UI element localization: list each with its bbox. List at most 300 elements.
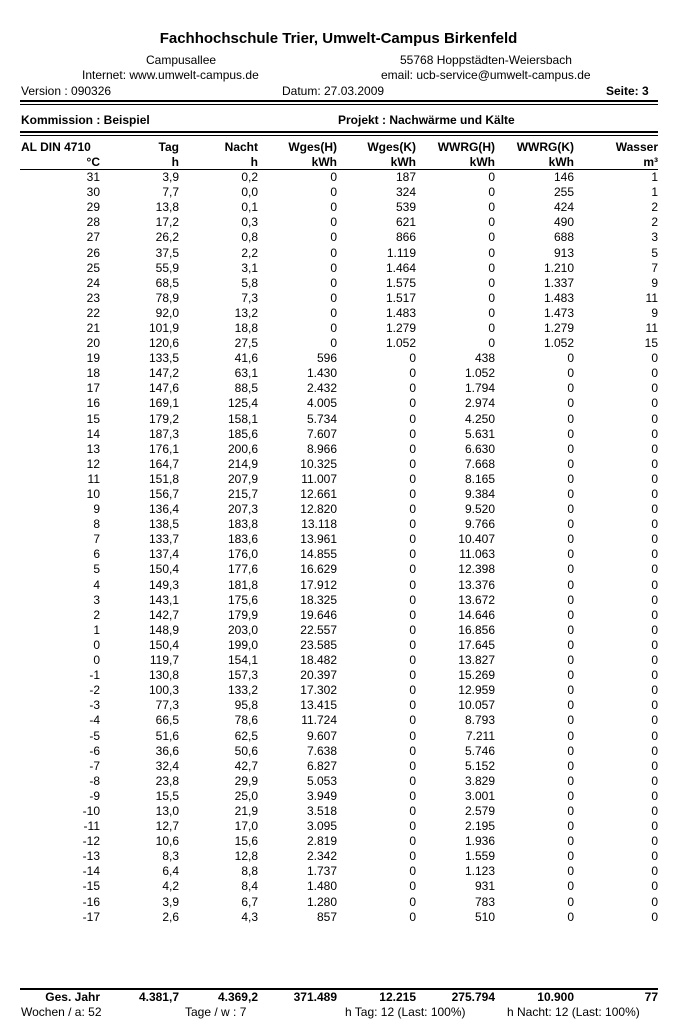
cell-tag: 26,2 [155,230,179,245]
cell-wwrg-h: 16.856 [458,622,495,637]
table-row [20,683,658,698]
table-row [20,396,658,411]
cell-wges-h: 13.118 [301,517,337,532]
cell-wges-k: 0 [409,592,416,607]
cell-wwrg-h: 5.746 [464,743,495,758]
cell-nacht: 179,9 [227,607,258,622]
table-row [20,306,658,321]
cell-temperature: -12 [82,834,100,849]
cell-wasser: 11 [645,320,658,335]
cell-nacht: 133,2 [227,683,258,698]
cell-wwrg-h: 10.407 [458,532,495,547]
cell-wges-k: 0 [409,728,416,743]
cell-wwrg-h: 12.398 [458,562,495,577]
cell-wges-k: 0 [409,562,416,577]
cell-wwrg-k: 0 [567,713,574,728]
cell-tag: 51,6 [155,728,179,743]
cell-tag: 17,2 [155,215,179,230]
cell-wwrg-h: 4.250 [464,411,495,426]
cell-wasser: 0 [651,471,658,486]
cell-wasser: 0 [651,713,658,728]
cell-temperature: -10 [82,803,100,818]
cell-wwrg-k: 1.052 [543,336,574,351]
cell-temperature: 9 [93,502,100,517]
cell-wges-h: 9.607 [306,728,337,743]
cell-temperature: -6 [89,743,100,758]
col-header-wges-k: Wges(K) [367,140,416,154]
cell-wwrg-k: 0 [567,351,574,366]
cell-wges-k: 0 [409,426,416,441]
cell-nacht: 25,0 [234,788,258,803]
cell-wges-k: 0 [409,351,416,366]
cell-wges-k: 0 [409,773,416,788]
cell-tag: 4,2 [162,879,179,894]
cell-wwrg-h: 1.559 [464,849,495,864]
cell-wwrg-k: 1.483 [543,290,574,305]
cell-wwrg-k: 0 [567,381,574,396]
cell-tag: 6,4 [162,864,179,879]
cell-tag: 13,0 [155,803,179,818]
cell-wwrg-k: 0 [567,577,574,592]
cell-wwrg-k: 1.210 [543,260,574,275]
cell-wwrg-h: 13.376 [458,577,495,592]
col-unit-wwrg-h: kWh [469,155,495,169]
cell-wasser: 0 [651,577,658,592]
cell-tag: 78,9 [155,290,179,305]
cell-wges-k: 1.279 [385,320,416,335]
table-row [20,321,658,336]
cell-nacht: 125,4 [227,396,258,411]
cell-tag: 147,2 [148,366,179,381]
cell-wwrg-k: 0 [567,502,574,517]
cell-wasser: 2 [651,200,658,215]
cell-wasser: 0 [651,683,658,698]
totals-tag: 4.381,7 [138,990,179,1004]
cell-wwrg-h: 0 [488,185,495,200]
cell-nacht: 4,3 [241,909,258,924]
cell-wwrg-h: 12.959 [458,683,495,698]
cell-wwrg-k: 0 [567,653,574,668]
cell-wges-h: 22.557 [300,622,337,637]
cell-tag: 15,5 [155,788,179,803]
cell-wges-h: 857 [316,909,337,924]
cell-tag: 130,8 [148,668,179,683]
table-row [20,623,658,638]
table-row [20,879,658,894]
cell-wges-k: 0 [409,894,416,909]
table-row [20,668,658,683]
cell-wasser: 0 [651,743,658,758]
cell-tag: 179,2 [148,411,179,426]
cell-wasser: 0 [651,607,658,622]
cell-nacht: 183,6 [227,532,258,547]
cell-tag: 68,5 [155,275,179,290]
totals-wasser: 77 [644,990,658,1004]
cell-temperature: 5 [93,562,100,577]
cell-nacht: 207,3 [227,502,258,517]
cell-nacht: 0,8 [241,230,258,245]
cell-wwrg-k: 0 [567,864,574,879]
cell-wges-h: 13.415 [300,698,337,713]
cell-wasser: 0 [651,803,658,818]
cell-wges-h: 596 [316,351,337,366]
cell-wwrg-k: 0 [567,728,574,743]
totals-nacht: 4.369,2 [217,990,258,1004]
table-row [20,457,658,472]
table-row [20,412,658,427]
cell-temperature: 23 [86,290,100,305]
cell-wges-h: 5.053 [306,773,337,788]
data-table [20,170,658,925]
cell-nacht: 214,9 [227,456,258,471]
cell-tag: 143,1 [148,592,179,607]
col-header-wasser: Wasser [615,140,658,154]
cell-tag: 149,3 [148,577,179,592]
cell-wwrg-k: 0 [567,456,574,471]
cell-tag: 55,9 [155,260,179,275]
cell-tag: 66,5 [155,713,179,728]
cell-temperature: -13 [82,849,100,864]
report-date: Datum: 27.03.2009 [282,84,385,98]
cell-nacht: 154,1 [227,653,258,668]
cell-wwrg-h: 3.829 [464,773,495,788]
cell-temperature: 24 [86,275,100,290]
cell-nacht: 50,6 [234,743,258,758]
table-row [20,578,658,593]
footer-hnacht: h Nacht: 12 (Last: 100%) [507,1005,640,1019]
cell-tag: 10,6 [155,834,179,849]
cell-wwrg-h: 1.052 [464,366,495,381]
cell-wasser: 9 [651,275,658,290]
cell-wwrg-k: 0 [567,758,574,773]
cell-wwrg-k: 0 [567,487,574,502]
cell-wasser: 0 [651,411,658,426]
cell-tag: 8,3 [162,849,179,864]
cell-wwrg-h: 0 [488,275,495,290]
cell-temperature: -14 [82,864,100,879]
cell-wges-h: 18.482 [300,653,337,668]
cell-wwrg-k: 0 [567,788,574,803]
table-row [20,381,658,396]
table-row [20,245,658,260]
cell-wges-k: 0 [409,668,416,683]
cell-temperature: 3 [93,592,100,607]
cell-tag: 3,9 [162,894,179,909]
cell-temperature: 10 [86,487,100,502]
projekt-label: Projekt : Nachwärme und Kälte [338,113,515,127]
cell-wges-h: 12.661 [300,487,337,502]
cell-tag: 2,6 [162,909,179,924]
cell-tag: 150,4 [148,637,179,652]
cell-nacht: 7,3 [241,290,258,305]
cell-wges-h: 13.961 [300,532,337,547]
cell-nacht: 42,7 [234,758,258,773]
cell-tag: 119,7 [149,653,179,668]
cell-temperature: 4 [93,577,100,592]
cell-tag: 120,6 [148,336,179,351]
cell-temperature: -11 [83,819,100,834]
cell-nacht: 41,6 [234,351,258,366]
cell-temperature: 0 [93,653,100,668]
cell-wges-h: 18.325 [300,592,337,607]
cell-wwrg-k: 146 [553,170,574,185]
cell-tag: 37,5 [155,245,179,260]
cell-tag: 148,9 [148,622,179,637]
cell-wwrg-k: 0 [567,773,574,788]
cell-wwrg-k: 0 [567,366,574,381]
table-row [20,804,658,819]
cell-wwrg-k: 0 [567,517,574,532]
cell-wwrg-k: 0 [567,411,574,426]
cell-temperature: -9 [89,788,100,803]
cell-wwrg-k: 424 [553,200,574,215]
totals-wwrg-k: 10.900 [537,990,574,1004]
cell-wasser: 0 [651,728,658,743]
header-divider-thin [20,104,658,105]
cell-wges-h: 4.005 [306,396,337,411]
cell-wasser: 9 [651,305,658,320]
cell-tag: 12,7 [155,819,179,834]
col-unit-temperature: °C [86,155,100,169]
cell-tag: 136,4 [148,502,179,517]
table-row [20,170,658,185]
cell-wges-k: 0 [409,471,416,486]
page-number: Seite: 3 [606,84,649,98]
table-row [20,291,658,306]
cell-wges-h: 20.397 [300,668,337,683]
table-row [20,864,658,879]
cell-wwrg-h: 6.630 [464,441,495,456]
cell-wwrg-h: 3.001 [464,788,495,803]
cell-wwrg-k: 0 [567,637,574,652]
table-row [20,834,658,849]
cell-tag: 164,7 [148,456,179,471]
cell-nacht: 17,0 [234,819,258,834]
cell-wwrg-k: 0 [567,909,574,924]
cell-tag: 142,7 [148,607,179,622]
cell-wwrg-k: 0 [567,743,574,758]
cell-wwrg-k: 0 [567,668,574,683]
totals-wwrg-h: 275.794 [451,990,495,1004]
cell-wasser: 0 [651,819,658,834]
cell-wwrg-h: 13.827 [458,653,495,668]
cell-wwrg-k: 0 [567,879,574,894]
col-header-nacht: Nacht [224,140,258,154]
cell-wges-h: 0 [330,290,337,305]
cell-wges-k: 1.575 [385,275,416,290]
table-row [20,532,658,547]
col-unit-tag: h [171,155,179,169]
cell-wges-h: 11.724 [301,713,337,728]
col-header-wges-h: Wges(H) [288,140,337,154]
cell-wwrg-h: 0 [488,215,495,230]
cell-wges-k: 0 [409,834,416,849]
cell-wges-k: 621 [395,215,416,230]
cell-wwrg-h: 14.646 [458,607,495,622]
footer-htag: h Tag: 12 (Last: 100%) [345,1005,466,1019]
cell-temperature: 15 [86,411,100,426]
cell-nacht: 200,6 [227,441,258,456]
table-row [20,442,658,457]
cell-nacht: 185,6 [227,426,258,441]
cell-nacht: 8,4 [241,879,258,894]
cell-wwrg-h: 0 [488,336,495,351]
cell-wwrg-h: 9.766 [464,517,495,532]
cell-wasser: 0 [651,849,658,864]
cell-wasser: 3 [651,230,658,245]
cell-nacht: 6,7 [241,894,258,909]
cell-wges-h: 7.607 [306,426,337,441]
cell-wwrg-k: 0 [567,683,574,698]
cell-wasser: 0 [651,668,658,683]
internet-address: Internet: www.umwelt-campus.de [82,68,259,82]
cell-tag: 169,1 [148,396,179,411]
cell-tag: 147,6 [148,381,179,396]
cell-temperature: 6 [93,547,100,562]
cell-wges-k: 866 [395,230,416,245]
cell-wwrg-h: 0 [488,230,495,245]
cell-wwrg-h: 0 [488,320,495,335]
cell-wges-k: 1.464 [385,260,416,275]
cell-wges-k: 0 [409,577,416,592]
col-header-wwrg-h: WWRG(H) [437,140,495,154]
cell-wwrg-k: 0 [567,592,574,607]
cell-wges-h: 3.518 [306,803,337,818]
cell-wges-k: 0 [409,381,416,396]
cell-wwrg-h: 783 [474,894,495,909]
cell-wges-h: 6.827 [306,758,337,773]
cell-wasser: 0 [651,351,658,366]
cell-nacht: 8,8 [241,864,258,879]
cell-wges-h: 19.646 [300,607,337,622]
cell-wwrg-k: 0 [567,698,574,713]
cell-wwrg-h: 15.269 [458,668,495,683]
cell-wasser: 0 [651,879,658,894]
col-unit-wges-k: kWh [390,155,416,169]
cell-nacht: 0,2 [241,170,258,185]
cell-wges-h: 1.430 [306,366,337,381]
cell-nacht: 157,3 [227,668,258,683]
report-title: Fachhochschule Trier, Umwelt-Campus Birkenfeld [159,30,518,47]
table-row [20,276,658,291]
table-row [20,230,658,245]
cell-wwrg-h: 0 [488,200,495,215]
table-row [20,547,658,562]
cell-wwrg-k: 490 [553,215,574,230]
cell-wges-h: 0 [330,320,337,335]
totals-label: Ges. Jahr [45,990,100,1004]
cell-wwrg-k: 1.337 [543,275,574,290]
cell-wges-k: 0 [409,758,416,773]
cell-tag: 133,7 [148,532,179,547]
totals-wges-k: 12.215 [379,990,416,1004]
cell-wges-h: 1.480 [306,879,337,894]
cell-nacht: 203,0 [227,622,258,637]
cell-temperature: -1 [89,668,100,683]
cell-wwrg-k: 0 [567,834,574,849]
cell-wwrg-k: 0 [567,471,574,486]
cell-wasser: 0 [651,517,658,532]
cell-wges-h: 7.638 [306,743,337,758]
cell-temperature: 29 [86,200,100,215]
cell-wwrg-h: 0 [488,290,495,305]
cell-wasser: 0 [651,366,658,381]
cell-wasser: 0 [651,788,658,803]
cell-wges-k: 0 [409,622,416,637]
cell-wges-k: 1.517 [385,290,416,305]
cell-wwrg-h: 5.631 [464,426,495,441]
cell-tag: 150,4 [148,562,179,577]
cell-wwrg-k: 0 [567,819,574,834]
cell-wasser: 0 [651,547,658,562]
cell-wwrg-h: 1.123 [464,864,495,879]
cell-tag: 151,8 [148,471,179,486]
cell-wwrg-k: 688 [553,230,574,245]
cell-wasser: 0 [651,456,658,471]
cell-temperature: -17 [82,909,100,924]
cell-tag: 13,8 [155,200,179,215]
cell-wwrg-k: 0 [567,562,574,577]
table-row [20,744,658,759]
cell-nacht: 183,8 [227,517,258,532]
cell-wges-k: 0 [409,396,416,411]
cell-temperature: 26 [86,245,100,260]
cell-wwrg-h: 7.211 [465,728,495,743]
cell-nacht: 88,5 [234,381,258,396]
cell-wasser: 0 [651,637,658,652]
cell-tag: 176,1 [148,441,179,456]
table-row [20,728,658,743]
cell-temperature: -5 [89,728,100,743]
cell-wwrg-k: 0 [567,441,574,456]
cell-nacht: 176,0 [227,547,258,562]
kommission-label: Kommission : Beispiel [21,113,150,127]
cell-wges-h: 11.007 [301,471,337,486]
table-row [20,774,658,789]
table-row [20,427,658,442]
cell-wges-k: 1.119 [386,245,416,260]
email-address: email: ucb-service@umwelt-campus.de [381,68,591,82]
cell-tag: 100,3 [148,683,179,698]
table-row [20,517,658,532]
cell-wges-h: 17.302 [300,683,337,698]
cell-nacht: 215,7 [227,487,258,502]
cell-wges-h: 2.432 [306,381,337,396]
cell-temperature: -8 [89,773,100,788]
header-divider [20,100,658,102]
cell-wges-k: 0 [409,683,416,698]
cell-wwrg-k: 1.279 [543,320,574,335]
cell-wasser: 0 [651,834,658,849]
cell-wges-k: 324 [395,185,416,200]
totals-wges-h: 371.489 [293,990,337,1004]
cell-wasser: 15 [644,336,658,351]
cell-wwrg-h: 10.057 [458,698,495,713]
cell-wges-h: 3.095 [306,819,337,834]
cell-wwrg-h: 0 [488,170,495,185]
cell-wasser: 0 [651,909,658,924]
cell-wwrg-h: 13.672 [458,592,495,607]
cell-wwrg-h: 5.152 [464,758,495,773]
cell-wges-k: 0 [409,532,416,547]
cell-wges-h: 12.820 [300,502,337,517]
cell-wasser: 0 [651,487,658,502]
cell-wwrg-k: 0 [567,426,574,441]
cell-wasser: 0 [651,592,658,607]
cell-wwrg-h: 8.165 [464,471,495,486]
cell-wges-h: 0 [330,200,337,215]
cell-wwrg-h: 8.793 [464,713,495,728]
